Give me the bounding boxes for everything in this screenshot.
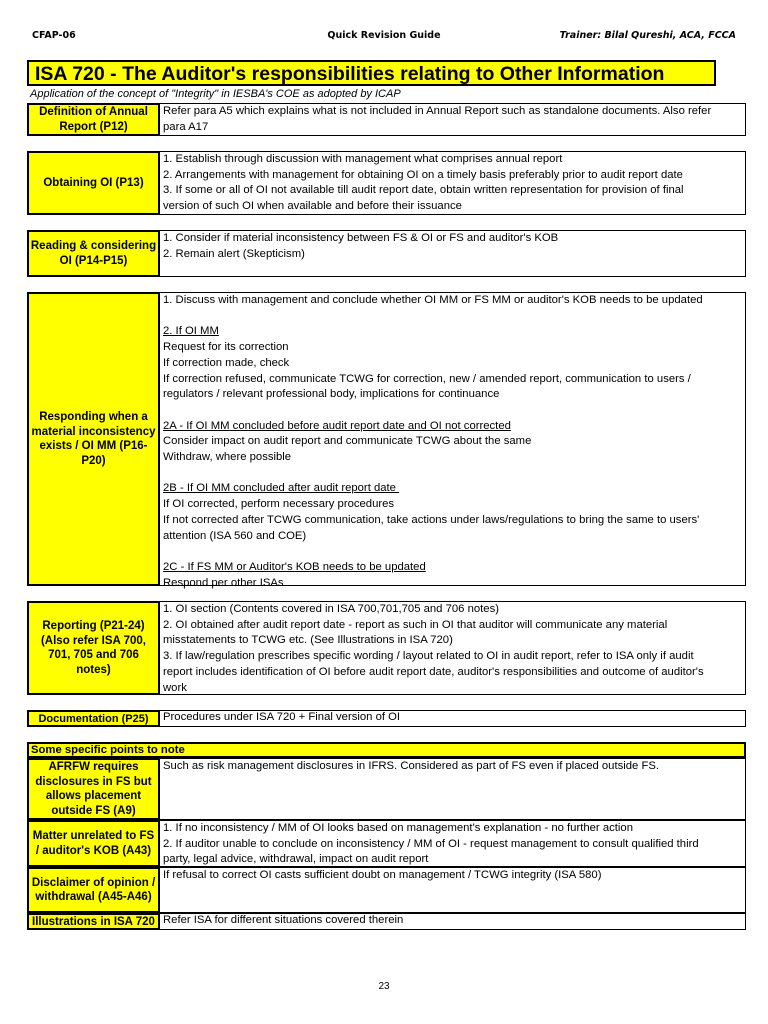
content-line: misstatements to TCWG etc. (See Illustrations in ISA 720) <box>163 634 453 647</box>
section-content <box>160 601 746 695</box>
content-line: version of such OI when available and before their issuance <box>163 200 462 213</box>
section-content <box>160 820 746 867</box>
content-line: party, legal advice, withdrawal, impact on audit report <box>163 853 429 866</box>
section-content <box>160 758 746 820</box>
specific-matter-unrelated <box>27 820 746 867</box>
section-label: AFRFW requires disclosures in FS but allows placement outside FS (A9) <box>27 758 160 820</box>
content-line: Consider impact on audit report and communicate TCWG about the same <box>163 435 532 448</box>
content-line: If not corrected after TCWG communication, take actions under laws/regulations to bring the same to users' <box>163 513 700 526</box>
section-documentation <box>27 710 746 727</box>
content-subheading: 2B - If OI MM concluded after audit report date <box>163 482 400 495</box>
content-subheading: 2. If OI MM <box>163 325 219 338</box>
section-label: Reporting (P21-24) (Also refer ISA 700, 701, 705 and 706 notes) <box>27 601 160 695</box>
content-line: If refusal to correct OI casts sufficient doubt on management / TCWG integrity (ISA 580) <box>163 869 602 881</box>
section-label: Obtaining OI (P13) <box>27 151 160 215</box>
content-line: Respond per other ISAs <box>163 576 284 589</box>
content-line: If correction made, check <box>163 356 290 369</box>
content-subheading: 2C - If FS MM or Auditor's KOB needs to be updated <box>163 560 426 573</box>
content-line: Procedures under ISA 720 + Final version of OI <box>163 711 401 723</box>
content-line: report includes identification of OI before audit report date, auditor's responsibilities and outcome of auditor's <box>163 665 704 678</box>
section-label: Definition of Annual Report (P12) <box>27 103 160 136</box>
page-number: 23 <box>378 981 390 992</box>
content-line: 2. If auditor unable to conclude on inconsistency / MM of OI - request management to consult qualified third <box>163 837 699 850</box>
content-line: 1. Consider if material inconsistency between FS & OI or FS and auditor's KOB <box>163 232 559 244</box>
specific-points-heading: Some specific points to note <box>27 742 746 758</box>
content-line: 1. Discuss with management and conclude whether OI MM or FS MM or auditor's KOB needs to be updated <box>163 294 703 306</box>
section-reporting <box>27 601 746 695</box>
section-label: Illustrations in ISA 720 <box>27 913 160 930</box>
content-subheading: 2A - If OI MM concluded before audit report date and OI not corrected <box>163 419 511 432</box>
content-line: work <box>163 681 187 694</box>
section-label: Documentation (P25) <box>27 710 160 727</box>
content-line: 3. If some or all of OI not available till audit report date, obtain written representation for provision of final <box>163 184 684 197</box>
content-line: 2. OI obtained after audit report date - report as such in OI that auditor will communicate any material <box>163 618 668 631</box>
content-line: 2. Remain alert (Skepticism) <box>163 247 305 260</box>
specific-illustrations <box>27 913 746 930</box>
content-line: Request for its correction <box>163 341 289 354</box>
section-content <box>160 913 746 930</box>
page-subtitle: Application of the concept of "Integrity" in IESBA's COE as adopted by ICAP <box>30 88 401 100</box>
section-content <box>160 103 746 136</box>
content-line: If OI corrected, perform necessary procedures <box>163 498 395 511</box>
content-line: 1. Establish through discussion with management what comprises annual report <box>163 153 563 165</box>
header-guide-title: Quick Revision Guide <box>327 30 441 41</box>
section-label: Responding when a material inconsistency exists / OI MM (P16-P20) <box>27 292 160 586</box>
content-line: para A17 <box>163 120 209 133</box>
content-line: Refer para A5 which explains what is not included in Annual Report such as standalone documents. Also refer <box>163 105 712 117</box>
section-content <box>160 867 746 913</box>
section-content <box>160 230 746 277</box>
section-label: Matter unrelated to FS / auditor's KOB (A43) <box>27 820 160 867</box>
section-responding-material-inconsistency <box>27 292 746 589</box>
content-line: If correction refused, communicate TCWG for correction, new / amended report, communication to users / <box>163 372 691 385</box>
section-label: Disclaimer of opinion / withdrawal (A45-A46) <box>27 867 160 913</box>
content-line: Withdraw, where possible <box>163 451 292 463</box>
content-line: Refer ISA for different situations covered therein <box>163 914 404 926</box>
section-definition-annual-report <box>27 103 746 136</box>
content-line: regulators / relevant professional body, implications for continuance <box>163 388 500 401</box>
section-label: Reading & considering OI (P14-P15) <box>27 230 160 277</box>
content-line: 2. Arrangements with management for obtaining OI on a timely basis preferably prior to audit report date <box>163 168 683 181</box>
header-trainer: Trainer: Bilal Qureshi, ACA, FCCA <box>559 30 736 41</box>
section-content <box>160 151 746 215</box>
content-line: Such as risk management disclosures in IFRS. Considered as part of FS even if placed outside FS. <box>163 760 660 772</box>
section-reading-considering-oi <box>27 230 746 277</box>
header-course-code: CFAP-06 <box>32 30 76 41</box>
content-line: 3. If law/regulation prescribes specific wording / layout related to OI in audit report, refer to ISA only if audit <box>163 650 694 663</box>
content-line: 1. OI section (Contents covered in ISA 700,701,705 and 706 notes) <box>163 603 499 615</box>
section-content <box>160 710 746 727</box>
page-title: ISA 720 - The Auditor's responsibilities relating to Other Information <box>27 60 716 86</box>
content-line: attention (ISA 560 and COE) <box>163 529 307 542</box>
section-obtaining-oi <box>27 151 746 215</box>
specific-afrfw-disclosures <box>27 758 746 820</box>
specific-disclaimer-withdrawal <box>27 867 746 913</box>
section-content <box>160 292 746 589</box>
content-line: 1. If no inconsistency / MM of OI looks based on management's explanation - no further action <box>163 822 633 834</box>
